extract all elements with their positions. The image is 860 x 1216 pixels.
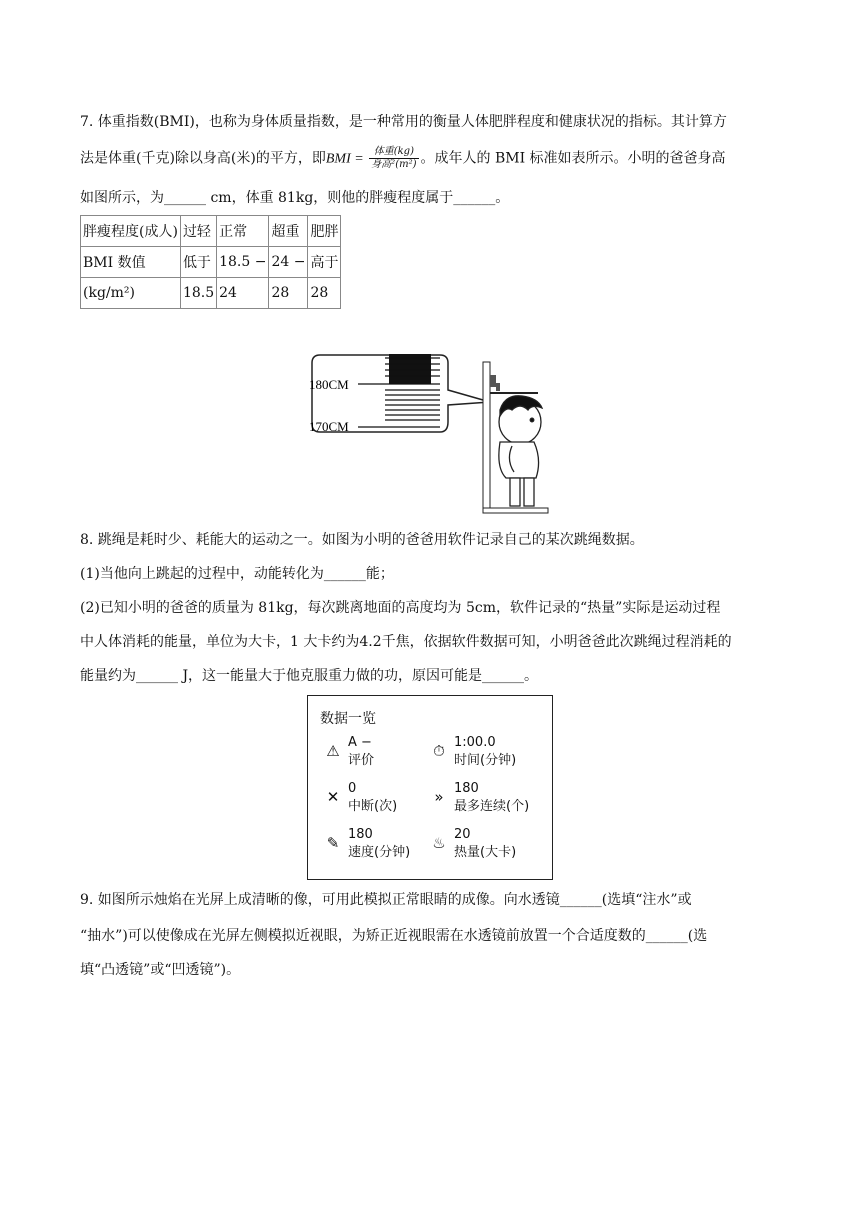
q9-line-1: 9. 如图所示烛焰在光屏上成清晰的像，可用此模拟正常眼睛的成像。向水透镜______(选填“注水”或 [80, 892, 692, 908]
panel-title: 数据一览 [320, 711, 376, 727]
stat-value: 180 [348, 827, 373, 842]
q8-line-4: 中人体消耗的能量，单位为大卡，1 大卡约为4.2千焦，依据软件数据可知，小明爸爸此次跳绳过程消耗的 [80, 634, 732, 650]
table-cell: 正常 [217, 216, 269, 247]
table-cell: 低于 [180, 247, 216, 278]
q7-line-2 [80, 146, 726, 171]
q8-line-5: 能量约为______ J，这一能量大于他克服重力做的功，原因可能是______。 [80, 668, 539, 684]
ruler-label-170: 170CM [309, 419, 349, 434]
break-icon: ✕ [326, 788, 340, 806]
boy-figure [499, 396, 542, 506]
q9-line-2: “抽水”)可以使像成在光屏左侧模拟近视眼，为矫正近视眼需在水透镜前放置一个合适度数的______(选 [80, 928, 708, 944]
table-row [81, 278, 341, 309]
q7-line-1: 7. 体重指数(BMI)，也称为身体质量指数，是一种常用的衡量人体肥胖程度和健康状况的指标。其计算方 [80, 114, 727, 130]
q8-line-2: (1)当他向上跳起的过程中，动能转化为______能； [80, 566, 394, 582]
q9-line-3: 填“凸透镜”或“凹透镜”)。 [80, 962, 241, 978]
streak-icon: » [434, 788, 444, 806]
stat-label: 热量(大卡) [454, 845, 517, 860]
stand-base [483, 508, 548, 513]
stat-value: 0 [348, 781, 357, 796]
timer-icon: ⏱ [433, 742, 445, 760]
stat-value: A − [348, 735, 372, 750]
stat-value: 1:00.0 [454, 735, 496, 750]
stat-label: 速度(分钟) [348, 845, 411, 860]
q7-line-3: 如图所示，为______ cm，体重 81kg，则他的胖瘦程度属于______。 [80, 190, 510, 206]
stat-label: 评价 [348, 753, 375, 768]
table-cell: 过轻 [180, 216, 216, 247]
table-cell: 24 − [269, 247, 308, 278]
jump-rope-data-panel [307, 695, 553, 880]
table-cell: 24 [217, 278, 269, 309]
table-cell: 肥胖 [308, 216, 341, 247]
height-stand-pole [483, 362, 490, 512]
table-cell: 18.5 [180, 278, 216, 309]
bmi-standard-table [80, 215, 341, 309]
bmi-formula [369, 146, 418, 171]
stat-label: 中断(次) [348, 799, 398, 814]
stat-label: 最多连续(个) [454, 799, 530, 814]
table-cell: 高于 [308, 247, 341, 278]
table-cell: 28 [269, 278, 308, 309]
bmi-formula-lhs: BMI = [325, 151, 368, 167]
table-row [81, 247, 341, 278]
bmi-formula-denominator: 身高²(m²) [371, 159, 417, 170]
stat-value: 20 [454, 827, 471, 842]
table-cell: 超重 [269, 216, 308, 247]
table-row [81, 216, 341, 247]
table-cell: 18.5 − [217, 247, 269, 278]
stat-label: 时间(分钟) [454, 753, 517, 768]
q8-line-1: 8. 跳绳是耗时少、耗能大的运动之一。如图为小明的爸爸用软件记录自己的某次跳绳数据。 [80, 532, 644, 548]
stand-scale [490, 375, 496, 387]
bmi-formula-numerator: 体重(kg) [369, 146, 418, 159]
table-cell: (kg/m²) [81, 278, 181, 309]
table-cell: 28 [308, 278, 341, 309]
q7-line-2-text-b: 。成年人的 BMI 标准如表所示。小明的爸爸身高 [420, 150, 726, 167]
rating-icon: ⚠ [326, 742, 340, 760]
speed-icon: ✎ [326, 834, 340, 852]
stat-value: 180 [454, 781, 479, 796]
table-cell: BMI 数值 [81, 247, 181, 278]
table-cell: 胖瘦程度(成人) [81, 216, 181, 247]
calorie-icon: ♨ [432, 834, 446, 852]
q7-line-2-text: 法是体重(千克)除以身高(米)的平方，即 [80, 150, 326, 167]
height-measurement-figure [300, 350, 560, 515]
q8-line-3: (2)已知小明的爸爸的质量为 81kg，每次跳离地面的高度均为 5cm，软件记录的“热量”实际是运动过程 [80, 600, 721, 616]
ruler-label-180: 180CM [309, 377, 349, 392]
